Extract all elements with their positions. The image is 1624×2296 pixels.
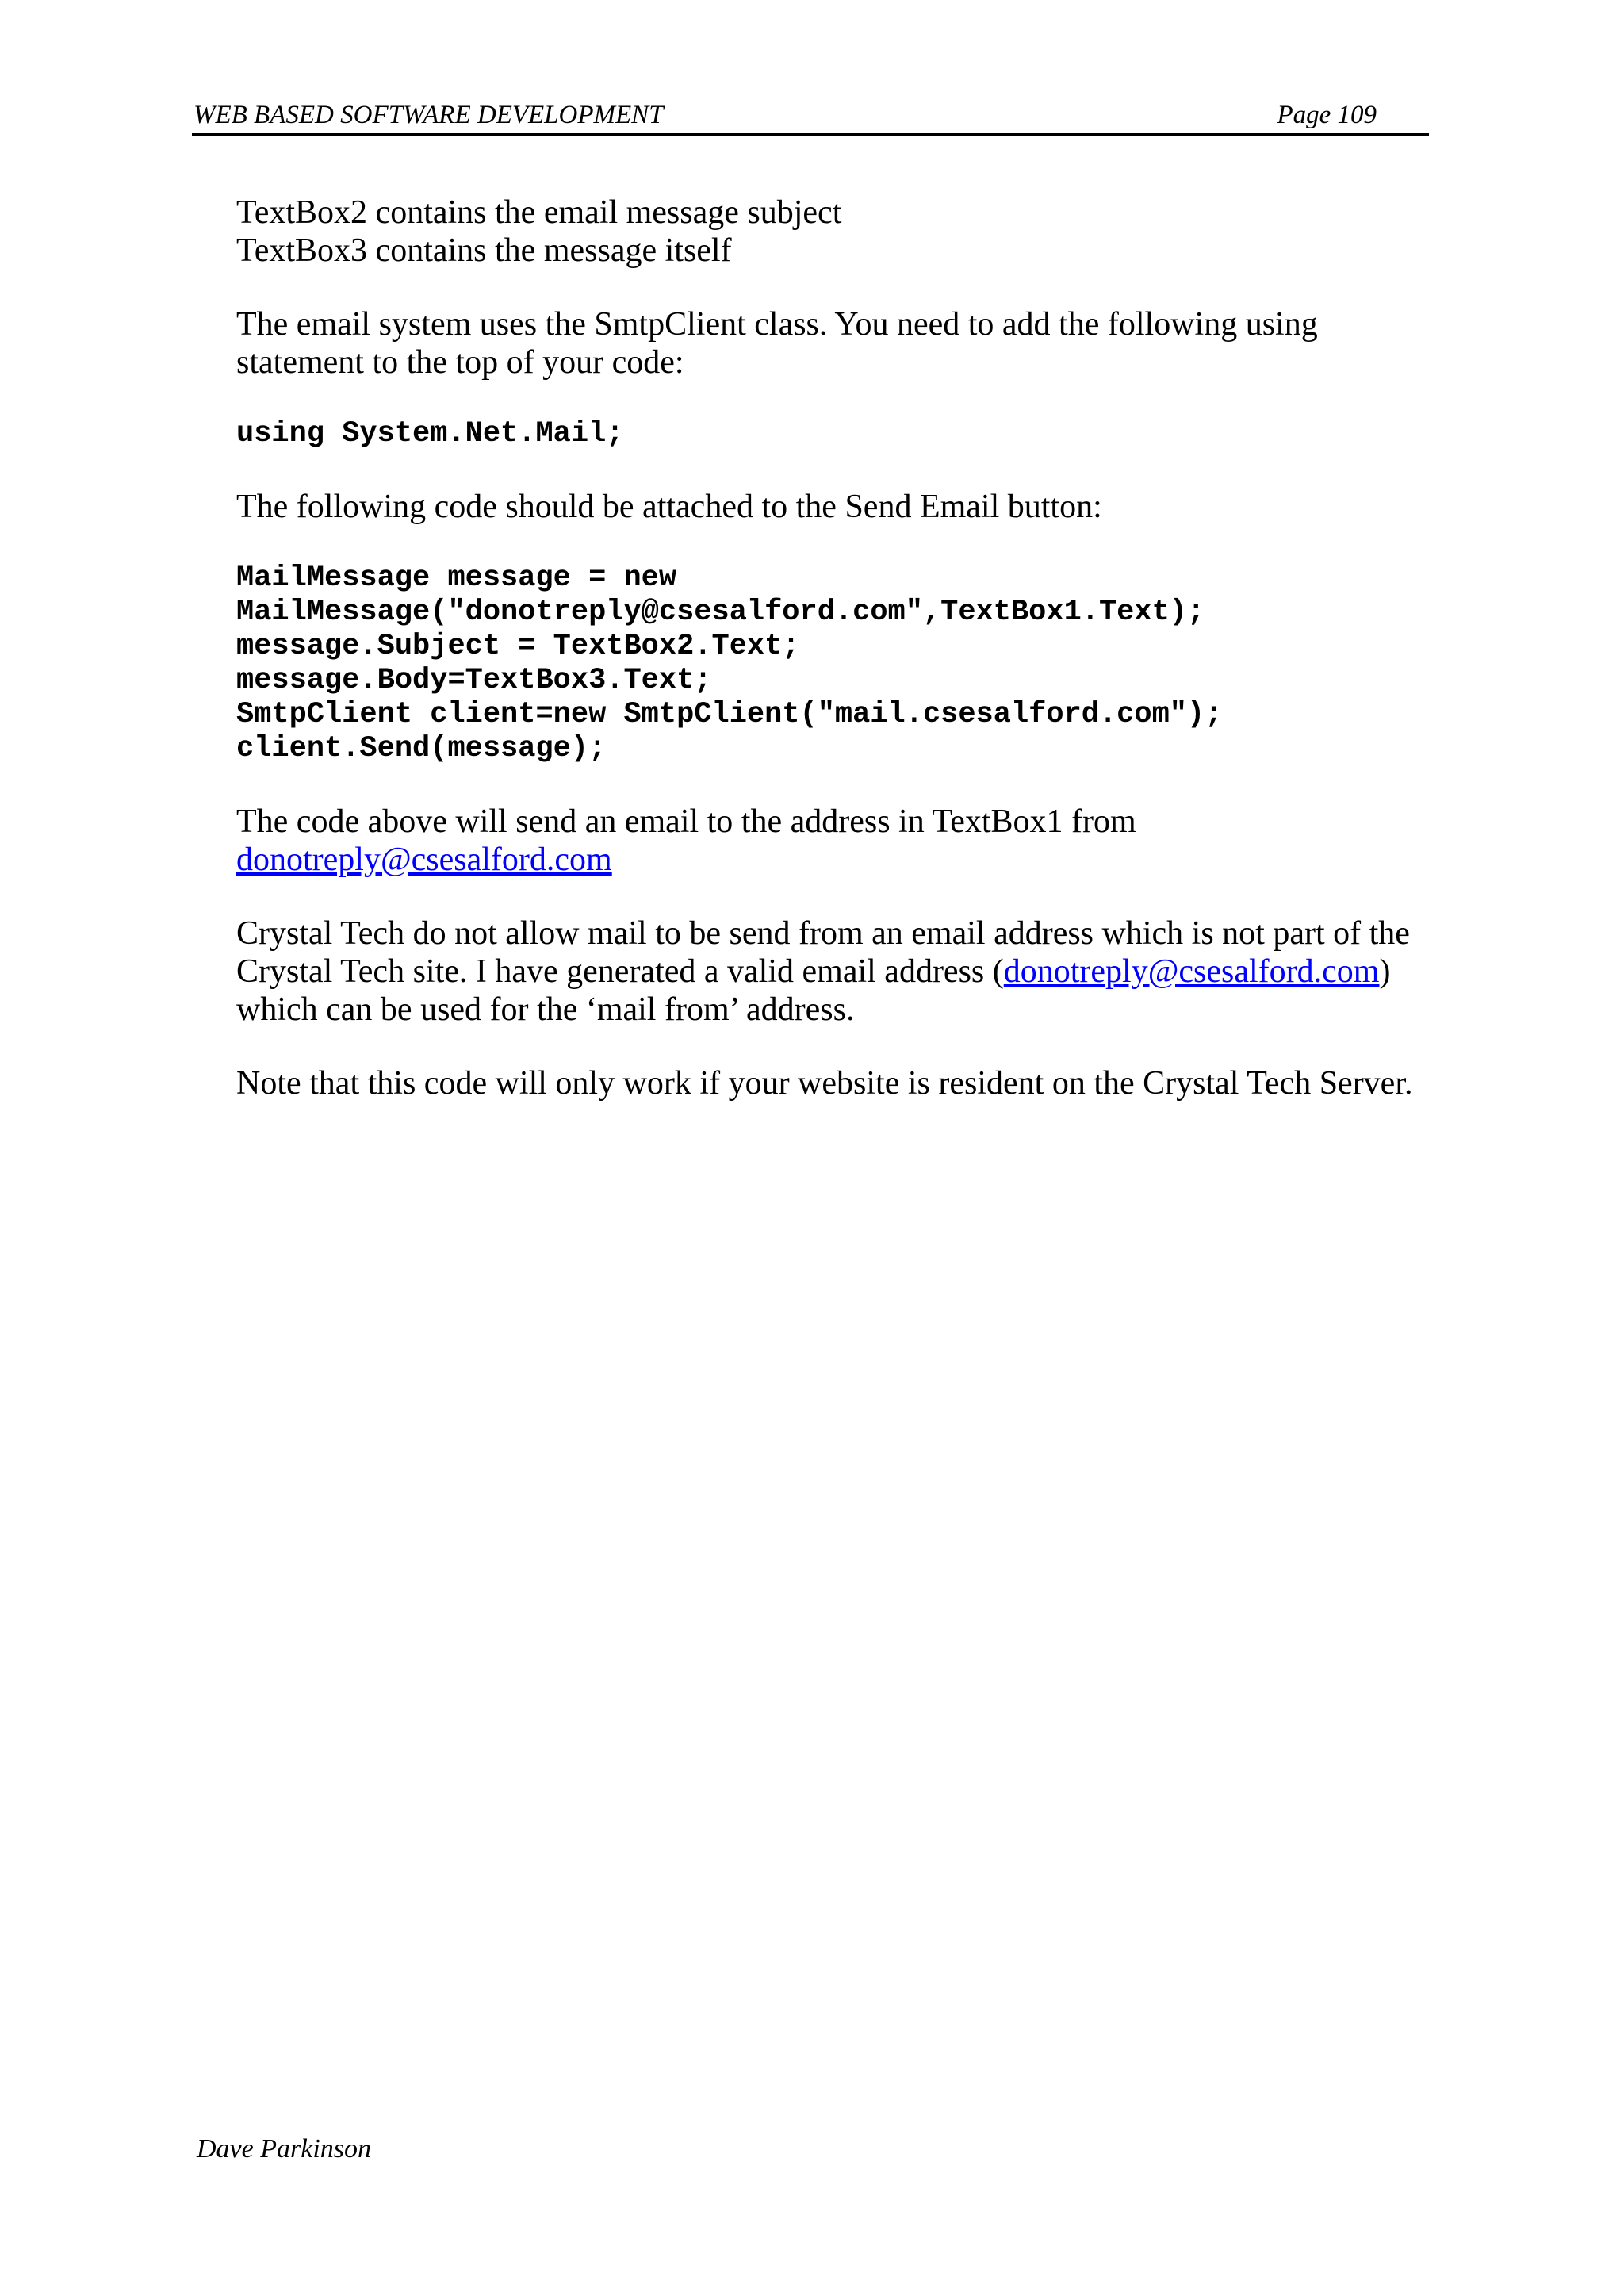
smtpclient-text-line-2: statement to the top of your code: [236, 344, 684, 381]
code-explanation-text: The code above will send an email to the address in TextBox1 from [236, 803, 1136, 840]
crystal-tech-text-line-1: Crystal Tech do not allow mail to be send from an email address which is not part of the [236, 915, 1410, 952]
crystal-tech-text-before-link: Crystal Tech site. I have generated a valid email address ( [236, 953, 1004, 990]
smtpclient-paragraph [236, 305, 1426, 381]
header-title: WEB BASED SOFTWARE DEVELOPMENT [193, 101, 664, 129]
header-page-number: Page 109 [1277, 101, 1377, 129]
page-content [236, 194, 1426, 1138]
page-header [192, 94, 1429, 136]
email-link-line [236, 841, 1426, 879]
server-note-text: Note that this code will only work if your website is resident on the Crystal Tech Server. [236, 1065, 1413, 1102]
code-line: SmtpClient client=new SmtpClient("mail.csesalford.com"); [236, 698, 1223, 731]
send-button-paragraph [236, 488, 1426, 526]
page-footer-author: Dave Parkinson [197, 2134, 372, 2164]
code-line: message.Subject = TextBox2.Text; [236, 630, 800, 663]
smtpclient-text-line-1: The email system uses the SmtpClient class. You need to add the following using [236, 306, 1318, 343]
crystal-tech-text-line-2 [236, 953, 1426, 991]
textbox3-description: TextBox3 contains the message itself [236, 232, 732, 269]
textbox-description-paragraph [236, 194, 1426, 270]
code-line: using System.Net.Mail; [236, 417, 624, 450]
code-line: MailMessage("donotreply@csesalford.com",TextBox1.Text); [236, 596, 1205, 629]
code-line: client.Send(message); [236, 732, 607, 765]
textbox2-description: TextBox2 contains the email message subject [236, 194, 842, 231]
code-explanation-paragraph [236, 803, 1426, 879]
donotreply-email-link[interactable]: donotreply@csesalford.com [236, 841, 612, 878]
crystal-tech-text-line-3: which can be used for the ‘mail from’ address. [236, 991, 855, 1028]
crystal-tech-paragraph [236, 914, 1426, 1029]
code-line: message.Body=TextBox3.Text; [236, 664, 712, 697]
donotreply-email-link-inline[interactable]: donotreply@csesalford.com [1003, 953, 1380, 990]
send-email-code-block [236, 562, 1426, 766]
closing-parenthesis: ) [1379, 953, 1391, 990]
code-line: MailMessage message = new [236, 562, 677, 595]
using-statement-code [236, 417, 1426, 451]
server-note-paragraph [236, 1064, 1426, 1102]
send-button-text: The following code should be attached to the Send Email button: [236, 489, 1102, 525]
